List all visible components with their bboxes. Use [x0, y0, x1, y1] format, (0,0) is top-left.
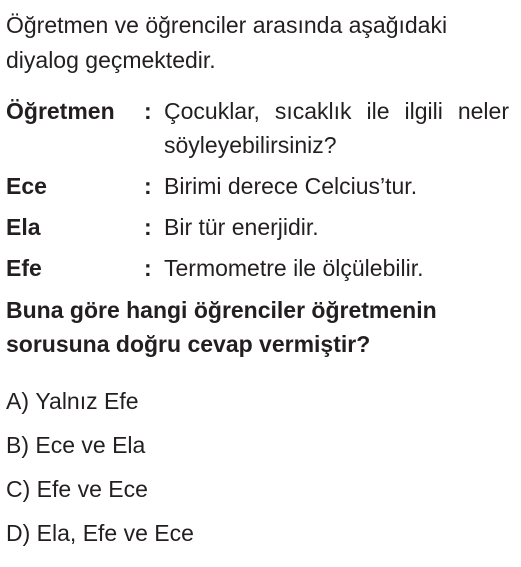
speaker-name: Öğretmen	[6, 98, 115, 124]
speaker-colon: :	[144, 98, 152, 124]
speaker-colon: :	[144, 255, 152, 281]
speaker-name: Ece	[6, 173, 47, 199]
choice-letter: D)	[6, 520, 31, 546]
dialog	[6, 94, 509, 285]
speaker-name: Efe	[6, 255, 42, 281]
speaker-colon: :	[144, 173, 152, 199]
question-text	[6, 293, 509, 361]
choice-text: Efe ve Ece	[36, 476, 148, 502]
dialog-line-teacher	[6, 94, 509, 162]
dialog-line-ece	[6, 169, 509, 203]
speaker-name: Ela	[6, 214, 41, 240]
choice-c[interactable]	[6, 475, 509, 504]
intro-line-1: Öğretmen ve öğrenciler arasında aşağıdaki	[6, 12, 448, 38]
choice-letter: B)	[6, 432, 29, 458]
choice-text: Ela, Efe ve Ece	[36, 520, 194, 546]
utterance-text: Birimi derece Celcius’tur.	[164, 173, 418, 199]
intro-text	[6, 0, 509, 78]
choice-d[interactable]	[6, 519, 509, 548]
choice-text: Yalnız Efe	[35, 388, 139, 414]
answer-choices	[6, 387, 509, 548]
utterance-text: Termometre ile ölçülebilir.	[164, 255, 424, 281]
speaker-colon: :	[144, 214, 152, 240]
dialog-line-ela	[6, 210, 509, 244]
question-line-2: sorusuna doğru cevap vermiştir?	[6, 331, 371, 357]
utterance-text: Bir tür enerjidir.	[164, 214, 319, 240]
intro-line-2: diyalog geçmektedir.	[6, 47, 216, 73]
utterance-text: Çocuklar, sıcaklık ile ilgili neler söyleyebilirsiniz?	[164, 98, 509, 158]
choice-letter: A)	[6, 388, 29, 414]
choice-a[interactable]	[6, 387, 509, 416]
dialog-line-efe	[6, 251, 509, 285]
question-line-1: Buna göre hangi öğrenciler öğretmenin	[6, 297, 437, 323]
choice-letter: C)	[6, 476, 31, 502]
choice-b[interactable]	[6, 431, 509, 460]
choice-text: Ece ve Ela	[35, 432, 146, 458]
